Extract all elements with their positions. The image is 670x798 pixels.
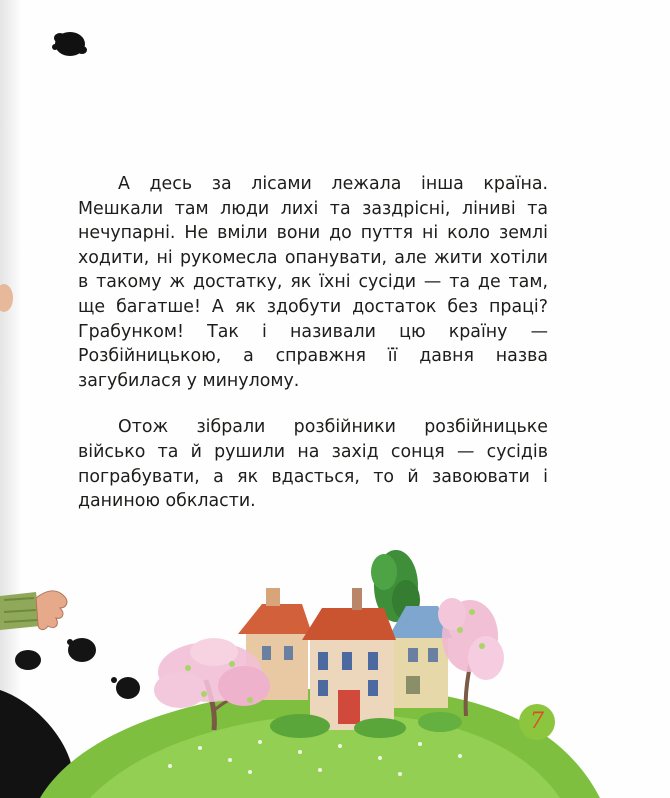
house-center: [302, 588, 396, 730]
ink-blot-top: [52, 32, 87, 56]
reaching-hand: [0, 591, 67, 630]
paragraph-2: Отож зібрали розбійники розбійницьке військо та й рушили на захід сонця — сусідів пограбувати, а як вдасться, то й завоювати і даниною обкласти.: [78, 417, 548, 512]
ink-splashes: [15, 638, 140, 699]
story-text: [78, 172, 548, 536]
hand-edge-fragment: [0, 284, 13, 312]
page-number-badge: 7: [519, 704, 555, 740]
paragraph-1: А десь за лісами лежала інша країна. Мешкали там люди лихі та заздрісні, ліниві та нечупарні. Не вміли вони до пуття ні коло землі ходити, ні рукомесла опанувати, але жити хотіли в такому ж достатку, як їхні сусіди — та де там, ще багатше! А як здобути достаток без праці? Грабунком! Так і називали цю країну — Розбійницькою, а справжня її давня назва загубилася у минулому.: [78, 174, 548, 391]
